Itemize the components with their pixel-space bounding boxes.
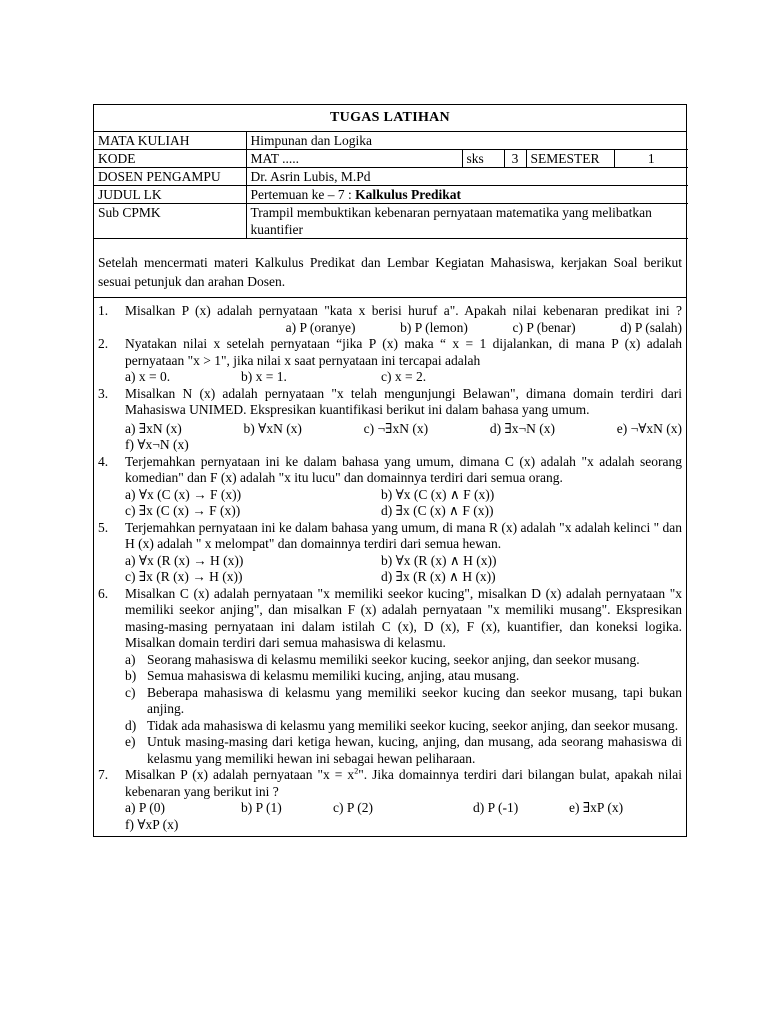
option: c) ∃x (R (x) → H (x)) (125, 569, 243, 584)
judul-topic: Kalkulus Predikat (355, 187, 462, 202)
sub-cpmk-label: Sub CPMK (94, 204, 246, 239)
exponent: 2 (354, 766, 359, 776)
subquestion-label: e) (125, 734, 136, 749)
option: a) P (oranye) (285, 319, 356, 335)
option: f) ∀x¬N (x) (125, 437, 189, 452)
subquestion (125, 734, 682, 767)
subquestion-text: Beberapa mahasiswa di kelasmu yang memiliki seekor kucing dan seekor musang, tapi bukan anjing. (147, 684, 682, 716)
question-1 (98, 303, 682, 336)
row-judul (94, 186, 688, 204)
row-sub-cpmk (94, 204, 688, 239)
row-dosen (94, 168, 688, 186)
kode-value: MAT ..... (246, 150, 462, 168)
question-options (125, 553, 682, 570)
question-options (125, 569, 682, 586)
option: d) ∃x (R (x) ∧ H (x)) (381, 569, 496, 584)
option: d) P (-1) (473, 800, 519, 815)
option: c) P (benar) (512, 319, 576, 335)
subquestion-label: d) (125, 717, 137, 733)
question-7 (98, 767, 682, 833)
option: b) ∀x (R (x) ∧ H (x)) (381, 552, 497, 568)
semester-label: SEMESTER (526, 150, 614, 168)
option: b) x = 1. (241, 369, 287, 384)
course-info-table (94, 132, 688, 239)
question-number: 1. (98, 303, 109, 318)
subquestion-text: Untuk masing-masing dari ketiga hewan, kucing, anjing, dan musang, ada seorang mahasiswa di kelasmu yang memiliki hewan ini sebagai hewan peliharaan. (147, 734, 682, 766)
subquestion-text: Seorang mahasiswa di kelasmu memiliki seekor kucing, seekor anjing, dan seekor musang. (147, 651, 640, 667)
judul-label: JUDUL LK (94, 186, 246, 204)
subquestion-text: Tidak ada mahasiswa di kelasmu yang memiliki seekor kucing, seekor anjing, dan seekor musang. (147, 717, 679, 733)
judul-value (246, 186, 688, 204)
option: a) x = 0. (125, 369, 171, 384)
semester-value: 1 (614, 150, 688, 168)
question-number: 4. (98, 453, 109, 469)
dosen-label: DOSEN PENGAMPU (94, 168, 246, 186)
worksheet (93, 104, 687, 837)
option: c) ¬∃xN (x) (363, 420, 429, 436)
question-text: Terjemahkan pernyataan ini ke dalam bahasa yang umum, dimana C (x) adalah "x adalah seorang komedian" dan F (x) adalah "x itu lucu" dan domainnya terdiri dari semua orang. (125, 453, 682, 485)
option: a) ∀x (C (x) → F (x)) (125, 486, 242, 502)
question-options (125, 369, 682, 386)
question-text: Misalkan P (x) adalah pernyataan "kata x berisi huruf a". Apakah nilai kebenaran predikat ini ? (125, 303, 682, 318)
option: d) ∃x¬N (x) (489, 420, 556, 436)
question-text: Misalkan N (x) adalah pernyataan "x telah mengunjungi Belawan", dimana domain terdiri dari Mahasiswa UNIMED. Ekspresikan kuantifikasi berikut ini dalam bahasa yang umum. (125, 385, 682, 417)
option: e) ∃xP (x) (569, 800, 624, 815)
row-mata-kuliah (94, 132, 688, 150)
subquestion (125, 652, 682, 669)
question-options (125, 421, 682, 438)
question-number: 3. (98, 385, 109, 401)
option: a) P (0) (125, 800, 165, 815)
instruction-text: Setelah mencermati materi Kalkulus Predikat dan Lembar Kegiatan Mahasiswa, kerjakan Soal berikut sesuai petunjuk dan arahan Dosen. (98, 255, 682, 289)
sub-cpmk-value: Trampil membuktikan kebenaran pernyataan matematika yang melibatkan kuantifier (246, 204, 688, 239)
option: c) P (2) (333, 800, 373, 815)
subquestion-label: c) (125, 684, 136, 700)
question-number: 6. (98, 585, 109, 601)
option: f) ∀xP (x) (125, 816, 179, 832)
option: a) ∀x (R (x) → H (x)) (125, 552, 244, 568)
mata-kuliah-value: Himpunan dan Logika (246, 132, 688, 150)
row-kode (94, 150, 688, 168)
option: c) x = 2. (381, 369, 427, 384)
instruction-box (94, 239, 686, 298)
subquestion-text: Semua mahasiswa di kelasmu memiliki kucing, anjing, atau musang. (147, 668, 520, 683)
question-options (125, 800, 682, 833)
sks-label: sks (462, 150, 504, 168)
option: d) P (salah) (620, 319, 682, 335)
option: d) ∃x (C (x) ∧ F (x)) (381, 503, 494, 518)
subquestion-label: b) (125, 668, 137, 683)
subquestion (125, 718, 682, 735)
option: b) P (1) (241, 800, 282, 815)
option: a) ∃xN (x) (125, 420, 182, 436)
question-5 (98, 520, 682, 586)
subquestion (125, 685, 682, 718)
mata-kuliah-label: MATA KULIAH (94, 132, 246, 150)
option: e) ¬∀xN (x) (616, 420, 682, 436)
question-options (125, 437, 682, 454)
question-options (125, 503, 682, 520)
question-3 (98, 386, 682, 454)
question-number: 7. (98, 767, 109, 782)
option: b) P (lemon) (400, 319, 468, 335)
question-text: Nyatakan nilai x setelah pernyataan “jika P (x) maka “ x = 1 dijalankan, di mana P (x) adalah pernyataan "x > 1", jika nilai x saat pernyataan ini tercapai adalah (125, 336, 682, 368)
worksheet-title: TUGAS LATIHAN (94, 105, 686, 132)
question-options (125, 320, 682, 337)
question-2 (98, 336, 682, 386)
option: b) ∀xN (x) (243, 420, 302, 436)
sks-value: 3 (504, 150, 526, 168)
question-text: Terjemahkan pernyataan ini ke dalam bahasa yang umum, di mana R (x) adalah "x adalah kelinci " dan H (x) adalah " x melompat" dan domainnya terdiri dari semua hewan. (125, 519, 682, 551)
option: c) ∃x (C (x) → F (x)) (125, 503, 241, 518)
option: b) ∀x (C (x) ∧ F (x)) (381, 486, 495, 502)
question-text: Misalkan C (x) adalah pernyataan "x memiliki seekor kucing", misalkan D (x) adalah pernyataan "x memiliki seekor anjing", dan misalkan F (x) adalah pernyataan "x memiliki musang". Ekspresikan masing-masing pernyataan ini dalam istilah C (x), D (x), F (x), kuantifier, dan koneksi logika. Misalkan domain terdiri dari semua mahasiswa di kelasmu. (125, 585, 682, 650)
question-text: Misalkan P (x) adalah pernyataan "$x = x^2$". Jika domainnya terdiri dari bilangan bulat, apakah nilai kebenaran yang berikut ini ? (125, 766, 682, 799)
question-list (94, 298, 686, 836)
question-6 (98, 586, 682, 768)
question-number: 5. (98, 519, 109, 535)
dosen-value: Dr. Asrin Lubis, M.Pd (246, 168, 688, 186)
subquestion (125, 668, 682, 685)
question-number: 2. (98, 336, 109, 351)
kode-label: KODE (94, 150, 246, 168)
judul-prefix: Pertemuan ke – 7 : (250, 187, 356, 202)
question-options (125, 487, 682, 504)
question-4 (98, 454, 682, 520)
subquestion-label: a) (125, 651, 136, 667)
